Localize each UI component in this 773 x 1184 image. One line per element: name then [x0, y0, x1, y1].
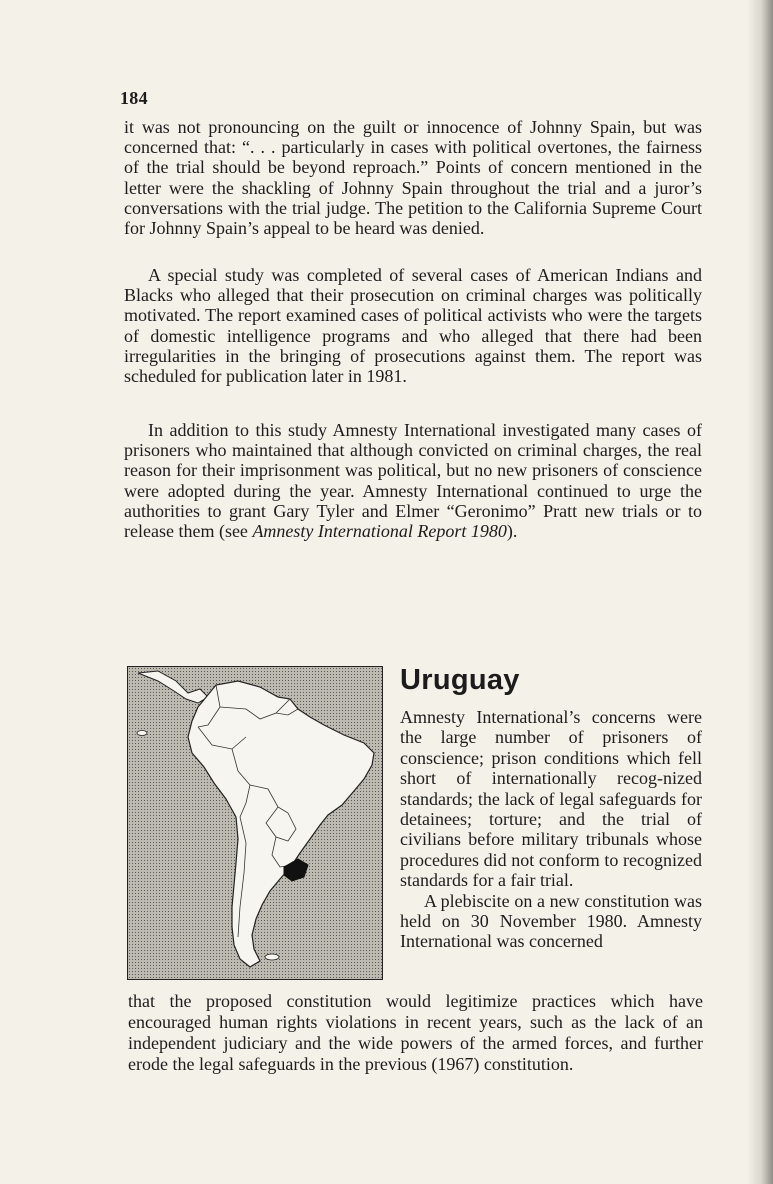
paragraph-3: [124, 420, 702, 541]
central-america-shape: [138, 671, 208, 703]
south-america-map-icon: [128, 667, 381, 978]
side-text-block: [400, 707, 702, 952]
galapagos-islands-shape: [137, 731, 147, 736]
paragraph-2: A special study was completed of several cases of American Indians and Blacks who alleged that their prosecution on criminal charges was politically motivated. The report examined cases of political activists who were the targets of domestic intelligence programs and who alleged that there had been irregularities in the bringing of prosecutions against them. The report was scheduled for publication later in 1981.: [124, 265, 702, 387]
main-text-block: [124, 117, 702, 238]
falkland-islands-shape: [265, 954, 279, 960]
paragraph-3-text: In addition to this study Amnesty International investigated many cases of prisoners who maintained that although convicted on criminal charges, the real reason for their imprisonment was political, but no new prisoners of conscience were adopted during the year. Amnesty International continued to urge the authorities to grant Gary Tyler and Elmer “Geronimo” Pratt new trials or to release them (see: [124, 420, 702, 542]
main-text-block-2: [124, 265, 702, 386]
paragraph-1: it was not pronouncing on the guilt or innocence of Johnny Spain, but was concerned that: “. . . particularly in cases with political overtones, the fairness of the trial should be beyond reproach.” Points of concern mentioned in the letter were the shackling of Johnny Spain throughout the trial and a juror’s conversations with the trial judge. The petition to the California Supreme Court for Johnny Spain’s appeal to be heard was denied.: [124, 117, 702, 239]
uruguay-paragraph-1: Amnesty International’s concerns were the large number of prisoners of conscience; prison conditions which fell short of internationally recog-nized standards; the lack of legal safeguards for detainees; torture; and the trial of civilians before military tribunals whose procedures did not conform to recognized standards for a fair trial.: [400, 707, 702, 891]
uruguay-paragraph-continuation: that the proposed constitution would legitimize practices which have encouraged human rights violations in recent years, such as the lack of an independent judiciary and the wide powers of the armed forces, and further erode the legal safeguards in the previous (1967) constitution.: [128, 991, 703, 1074]
south-america-map: [127, 666, 383, 980]
page-number: 184: [120, 88, 148, 108]
main-text-block-3: [124, 420, 702, 541]
section-title-uruguay: Uruguay: [400, 664, 520, 696]
page-gutter-shadow: [747, 0, 773, 1184]
report-citation: Amnesty International Report 1980: [252, 521, 507, 542]
continent-shape: [188, 681, 374, 967]
paragraph-3-end: ).: [506, 521, 518, 542]
uruguay-paragraph-2: A plebiscite on a new constitution was held on 30 November 1980. Amnesty International was concerned: [400, 890, 702, 952]
